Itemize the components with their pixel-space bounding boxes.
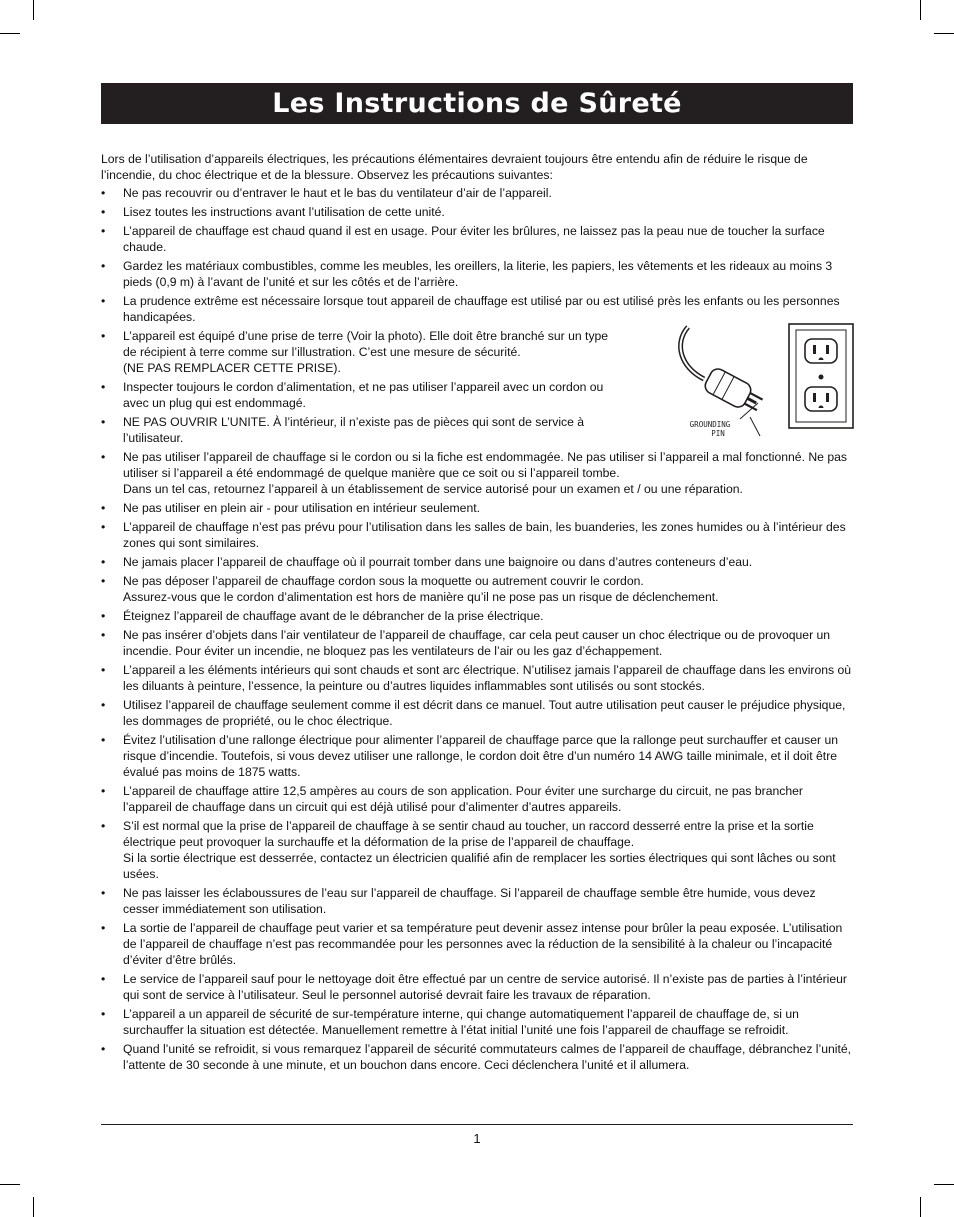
list-item-text: (NE PAS REMPLACER CETTE PRISE). xyxy=(123,361,341,375)
crop-mark xyxy=(33,0,34,20)
list-item-text: Lisez toutes les instructions avant l’utilisation de cette unité. xyxy=(123,205,445,219)
bullet-marker: • xyxy=(101,501,106,515)
bullet-marker: • xyxy=(101,574,106,588)
bullet-marker: • xyxy=(101,259,106,273)
bullet-marker: • xyxy=(101,450,106,464)
list-item-text: Utilisez l’appareil de chauffage seulement comme il est décrit dans ce manuel. Tout autre utilisation peut causer le préjudice physique, les dommages de propriété, ou le choc électrique. xyxy=(123,698,846,728)
list-item-text: S’il est normal que la prise de l’appareil de chauffage à se sentir chaud au toucher, un raccord desserré entre la prise et la sortie électrique peut provoquer la surchauffe et la déformation de la prise de l’appareil de chauffage. xyxy=(123,819,814,849)
list-item-text: Assurez-vous que le cordon d’alimentation est hors de manière qu’il ne pose pas un risque de déclenchement. xyxy=(123,590,719,604)
page-title: Les Instructions de Sûreté xyxy=(101,83,853,124)
plug-icon xyxy=(702,366,765,416)
list-item-text: Éteignez l’appareil de chauffage avant de le débrancher de la prise électrique. xyxy=(123,609,544,623)
list-item xyxy=(101,258,853,290)
list-item-text: La prudence extrême est nécessaire lorsque tout appareil de chauffage est utilisé par ou est utilisé près les enfants ou les personnes handicapées. xyxy=(123,294,840,324)
list-item xyxy=(101,519,853,551)
list-item xyxy=(101,573,853,605)
list-item xyxy=(101,223,853,255)
bullet-marker: • xyxy=(101,224,106,238)
list-item-text: La sortie de l’appareil de chauffage peut varier et sa température peut devenir assez intense pour brûler la peau exposée. L’utilisation de l’appareil de chauffage n’est pas recommandée pour les personnes avec la réduction de la sensibilité à la chaleur ou l’incapacité d’éviter d’être brûlés. xyxy=(123,921,843,967)
page-number: 1 xyxy=(473,1131,481,1146)
list-item xyxy=(101,627,853,659)
list-item-text: Ne pas utiliser en plein air - pour utilisation en intérieur seulement. xyxy=(123,501,481,515)
list-item-text: Ne pas déposer l’appareil de chauffage cordon sous la moquette ou autrement couvrir le cordon. xyxy=(123,574,644,588)
crop-mark xyxy=(920,0,921,20)
bullet-marker: • xyxy=(101,555,106,569)
bullet-marker: • xyxy=(101,415,106,429)
bullet-marker: • xyxy=(101,784,106,798)
grounding-label: GROUNDING xyxy=(689,420,731,429)
bullet-marker: • xyxy=(101,380,106,394)
list-item xyxy=(101,885,853,917)
intro-paragraph: Lors de l’utilisation d’appareils électriques, les précautions élémentaires devraient toujours être entendu afin de réduire le risque de l’incendie, du choc électrique et de la blessure. Observez les précautions suivantes: xyxy=(101,152,808,182)
list-item xyxy=(101,971,853,1003)
bullet-marker: • xyxy=(101,1042,106,1056)
bullet-marker: • xyxy=(101,921,106,935)
list-item xyxy=(101,662,853,694)
list-item-text: Dans un tel cas, retournez l’appareil à un établissement de service autorisé pour un examen et / ou une réparation. xyxy=(123,482,743,496)
list-item-text: Le service de l’appareil sauf pour le nettoyage doit être effectué par un centre de service autorisé. Il n’existe pas de parties à l’intérieur qui sont de service à l’utilisateur. Seul le personnel autorisé devrait faire les travaux de réparation. xyxy=(123,972,847,1002)
list-item-text: Ne jamais placer l’appareil de chauffage où il pourrait tomber dans une baignoire ou dans d’autres conteneurs d’eau. xyxy=(123,555,753,569)
bullet-marker: • xyxy=(101,733,106,747)
list-item-text: Inspecter toujours le cordon d’alimentation, et ne pas utiliser l’appareil avec un cordon ou avec un plug qui est endommagé. xyxy=(123,380,604,410)
list-item xyxy=(101,204,853,220)
bullet-marker: • xyxy=(101,329,106,343)
list-item-text: L’appareil est équipé d’une prise de terre (Voir la photo). Elle doit être branché sur un type de récipient à terre comme sur l’illustration. C’est une mesure de sécurité. xyxy=(123,329,609,359)
instruction-list xyxy=(101,185,853,1073)
crop-mark xyxy=(0,1184,20,1185)
list-item xyxy=(101,185,853,201)
bullet-marker: • xyxy=(101,609,106,623)
list-item xyxy=(101,554,853,570)
list-item xyxy=(101,500,853,516)
crop-mark xyxy=(920,1197,921,1217)
pin-label: PIN xyxy=(711,429,725,438)
list-item-text: L’appareil de chauffage est chaud quand il est en usage. Pour éviter les brûlures, ne laissez pas la peau nue de toucher la surface chaude. xyxy=(123,224,825,254)
list-item xyxy=(101,608,853,624)
list-item-text: Évitez l’utilisation d’une rallonge électrique pour alimenter l’appareil de chauffage parce que la rallonge peut surchauffer et causer un risque d’incendie. Toutefois, si vous devez utiliser une rallonge, le cordon doit être d’un numéro 14 AWG taille minimale, et il doit être évalué pas moins de 1875 watts. xyxy=(123,733,838,779)
list-item-text: L’appareil a les éléments intérieurs qui sont chauds et sont arc électrique. N’utilisez jamais l’appareil de chauffage dans les environs où les diluants à peinture, l’essence, la peinture ou d’autres liquides inflammables sont utilisés ou sont stockés. xyxy=(123,663,852,693)
wall-outlet-icon xyxy=(789,324,853,428)
list-item xyxy=(101,732,853,780)
crop-mark xyxy=(0,33,20,34)
bullet-marker: • xyxy=(101,628,106,642)
crop-mark xyxy=(934,1184,954,1185)
list-item-text: NE PAS OUVRIR L’UNITE. À l’intérieur, il n’existe pas de pièces qui sont de service à l’utilisateur. xyxy=(123,415,585,445)
list-item xyxy=(101,920,853,968)
crop-mark xyxy=(934,33,954,34)
list-item-text: L’appareil a un appareil de sécurité de sur-température interne, qui change automatiquement l’appareil de chauffage de, si un surchauffer la situation est détectée. Manuellement remettre à l’état initial l’unité une fois l’appareil de chauffage se refroidit. xyxy=(123,1007,799,1037)
bullet-marker: • xyxy=(101,205,106,219)
list-item-text: L’appareil de chauffage attire 12,5 ampères au cours de son application. Pour éviter une surcharge du circuit, ne pas brancher l’appareil de chauffage dans un circuit qui est déjà utilisé pour d’alimenter d’autres appareils. xyxy=(123,784,803,814)
bullet-marker: • xyxy=(101,294,106,308)
list-item xyxy=(101,449,853,497)
list-item-text: Ne pas utiliser l’appareil de chauffage si le cordon ou si la fiche est endommagée. Ne pas utiliser si l’appareil a mal fonctionné. Ne pas utiliser si l’appareil a été endommagé de quelque manière que ce soit ou si l’appareil tombe. xyxy=(123,450,847,480)
list-item-text: Gardez les matériaux combustibles, comme les meubles, les oreillers, la literie, les papiers, les vêtements et les rideaux au moins 3 pieds (0,9 m) à l’avant de l’unité et sur les côtés et de l’arrière. xyxy=(123,259,833,289)
list-item-text: Ne pas laisser les éclaboussures de l’eau sur l’appareil de chauffage. Si l’appareil de chauffage semble être humide, vous devez cesser immédiatement son utilisation. xyxy=(123,886,816,916)
footer-divider xyxy=(101,1124,853,1125)
list-item-text: Si la sortie électrique est desserrée, contactez un électricien qualifié afin de remplacer les sorties électriques qui sont lâches ou sont usées. xyxy=(123,851,836,881)
list-item xyxy=(101,783,853,815)
bullet-marker: • xyxy=(101,972,106,986)
bullet-marker: • xyxy=(101,819,106,833)
bullet-marker: • xyxy=(101,1007,106,1021)
list-item-text: Quand l’unité se refroidit, si vous remarquez l’appareil de sécurité commutateurs calmes de l’appareil de chauffage, débranchez l’unité, l’attente de 30 seconde à une minute, et un bouchon dans encore. Ceci déclenchera l’unité et il allumera. xyxy=(123,1042,852,1072)
list-item xyxy=(101,818,853,882)
list-item xyxy=(101,1006,853,1038)
bullet-marker: • xyxy=(101,520,106,534)
list-item-text: Ne pas insérer d’objets dans l’air ventilateur de l’appareil de chauffage, car cela peut causer un choc électrique ou de provoquer un incendie. Pour éviter un incendie, ne bloquez pas les ventilateurs de l’air ou les gaz d’échappement. xyxy=(123,628,831,658)
list-item xyxy=(101,697,853,729)
list-item-text: L’appareil de chauffage n’est pas prévu pour l’utilisation dans les salles de bain, les buanderies, les zones humides ou à l’intérieur des zones qui sont similaires. xyxy=(123,520,846,550)
bullet-marker: • xyxy=(101,186,106,200)
grounded-plug-outlet-illustration xyxy=(676,321,856,441)
bullet-marker: • xyxy=(101,698,106,712)
safety-instructions xyxy=(101,151,853,1076)
bullet-marker: • xyxy=(101,663,106,677)
bullet-marker: • xyxy=(101,886,106,900)
list-item xyxy=(101,1041,853,1073)
crop-mark xyxy=(33,1197,34,1217)
list-item-text: Ne pas recouvrir ou d’entraver le haut et le bas du ventilateur d’air de l’appareil. xyxy=(123,186,552,200)
